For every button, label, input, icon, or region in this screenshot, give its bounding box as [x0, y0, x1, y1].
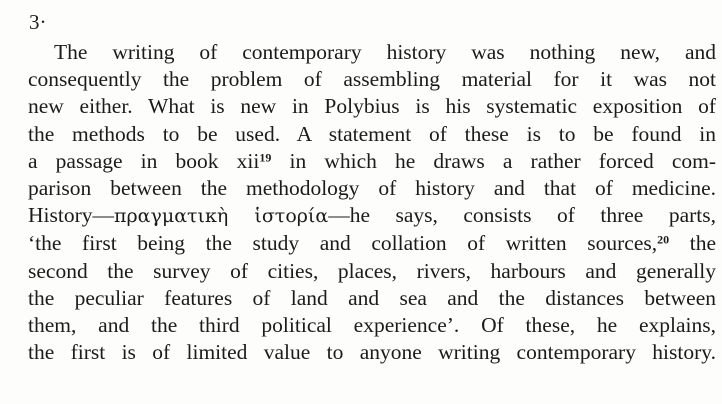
footnote-ref-20: 20	[657, 232, 670, 247]
text-line-7-part-b: —he says, consists of three parts,	[328, 203, 716, 228]
text-line-7-part-a: History—	[28, 203, 114, 228]
text-line-8-part-a: ‘the first being the study and collation of written sources,	[28, 231, 658, 256]
text-line-6: parison between the methodology of history and that of medicine.	[28, 176, 716, 201]
paragraph	[28, 39, 716, 366]
text-line-8	[28, 230, 716, 257]
greek-phrase: πραγματικὴ ἱστορία	[114, 205, 329, 228]
text-line-12: the first is of limited value to anyone writing contemporary history.	[28, 340, 716, 365]
text-line-8-part-b: the	[669, 231, 716, 256]
text-line-7	[28, 202, 716, 230]
text-line-5	[28, 148, 716, 175]
section-number: 3·	[29, 10, 47, 34]
text-line-9: second the survey of cities, places, rivers, harbours and generally	[28, 258, 716, 283]
text-line-3: new either. What is new in Polybius is his systematic exposition of	[28, 94, 716, 119]
text-line-10: the peculiar features of land and sea and the distances between	[28, 285, 716, 310]
text-line-2: consequently the problem of assembling material for it was not	[28, 67, 716, 92]
text-line-5-part-b: in which he draws a rather forced com-	[271, 148, 717, 173]
text-line-11: them, and the third political experience’. Of these, he explains,	[28, 313, 716, 338]
footnote-ref-19: 19	[259, 150, 272, 165]
text-line-4: the methods to be used. A statement of these is to be found in	[28, 121, 716, 146]
text-line-1: The writing of contemporary history was nothing new, and	[54, 40, 716, 64]
text-line-5-part-a: a passage in book xii	[28, 148, 260, 173]
